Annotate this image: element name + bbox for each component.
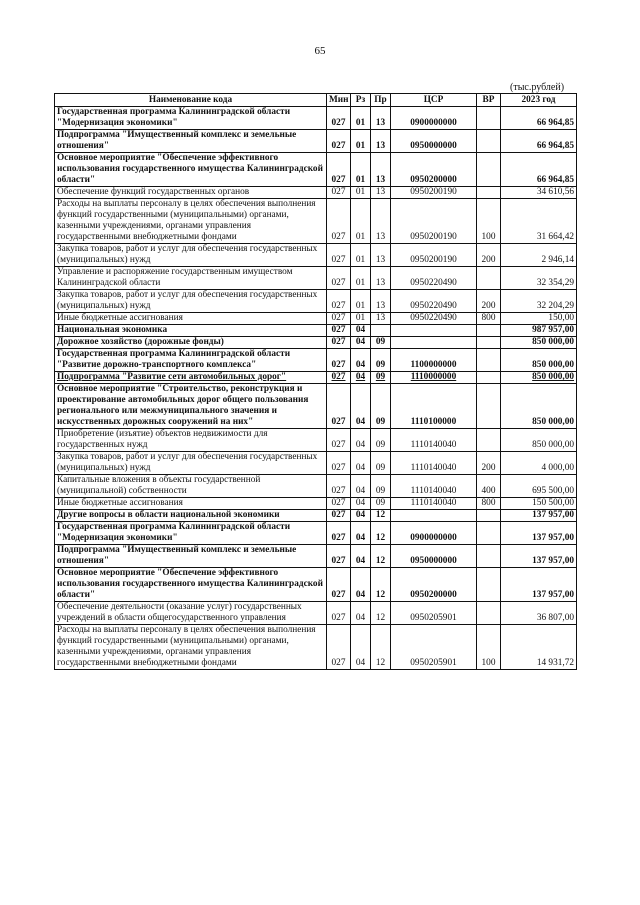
row-sum-cell: 987 957,00 (501, 325, 577, 337)
row-rz-cell: 01 (351, 290, 371, 313)
row-min-cell: 027 (327, 545, 351, 568)
row-sum-cell: 137 957,00 (501, 545, 577, 568)
row-rz-cell: 04 (351, 602, 371, 625)
row-vr-cell (477, 522, 501, 545)
row-sum-cell: 14 931,72 (501, 625, 577, 670)
row-rz-cell: 04 (351, 625, 371, 670)
row-name-cell: Управление и распоряжение государственным имуществом Калининградской области (55, 267, 327, 290)
row-sum-cell: 66 964,85 (501, 153, 577, 187)
row-min-cell: 027 (327, 498, 351, 510)
row-rz-cell: 04 (351, 475, 371, 498)
row-min-cell: 027 (327, 337, 351, 349)
row-name-cell: Государственная программа Калининградской области "Модернизация экономики" (55, 522, 327, 545)
row-rz-cell: 04 (351, 325, 371, 337)
row-sum-cell: 66 964,85 (501, 107, 577, 130)
table-row (55, 372, 577, 384)
row-csr-cell: 1110140040 (391, 498, 477, 510)
row-sum-cell: 850 000,00 (501, 349, 577, 372)
row-min-cell: 027 (327, 187, 351, 199)
table-row (55, 625, 577, 670)
row-min-cell: 027 (327, 267, 351, 290)
row-vr-cell (477, 568, 501, 602)
row-vr-cell: 100 (477, 625, 501, 670)
row-min-cell: 027 (327, 384, 351, 429)
row-vr-cell (477, 372, 501, 384)
table-row (55, 475, 577, 498)
row-csr-cell: 0950200190 (391, 244, 477, 267)
row-rz-cell: 01 (351, 199, 371, 244)
row-csr-cell (391, 325, 477, 337)
row-min-cell: 027 (327, 429, 351, 452)
row-csr-cell: 0900000000 (391, 107, 477, 130)
row-name-cell: Приобретение (изъятие) объектов недвижимости для государственных нужд (55, 429, 327, 452)
row-csr-cell: 0950000000 (391, 130, 477, 153)
row-csr-cell: 0950200190 (391, 187, 477, 199)
row-csr-cell: 0950205901 (391, 602, 477, 625)
row-vr-cell: 200 (477, 290, 501, 313)
row-name-cell: Расходы на выплаты персоналу в целях обеспечения выполнения функций государственными (муниципальными) органами, казенными учреждениями, органами управления государственными внебюджетными фондами (55, 625, 327, 670)
table-row (55, 130, 577, 153)
row-pr-cell: 12 (371, 510, 391, 522)
row-sum-cell: 66 964,85 (501, 130, 577, 153)
row-rz-cell: 01 (351, 244, 371, 267)
table-row (55, 568, 577, 602)
row-pr-cell: 13 (371, 187, 391, 199)
row-name-cell: Подпрограмма "Имущественный комплекс и земельные отношения" (55, 130, 327, 153)
units-label: (тыс.рублей) (510, 82, 565, 93)
row-min-cell: 027 (327, 153, 351, 187)
table-row (55, 153, 577, 187)
row-name-cell: Основное мероприятие "Строительство, реконструкция и проектирование автомобильных дорог общего пользования регионального или межмуниципального значения и искусственных дорожных сооружений на них" (55, 384, 327, 429)
row-min-cell: 027 (327, 107, 351, 130)
row-min-cell: 027 (327, 568, 351, 602)
row-name-cell: Капитальные вложения в объекты государственной (муниципальной) собственности (55, 475, 327, 498)
row-pr-cell: 13 (371, 199, 391, 244)
row-pr-cell: 12 (371, 602, 391, 625)
table-header-row (55, 94, 577, 107)
row-rz-cell: 04 (351, 498, 371, 510)
table-body (55, 107, 577, 670)
row-vr-cell (477, 325, 501, 337)
row-sum-cell: 850 000,00 (501, 372, 577, 384)
row-rz-cell: 04 (351, 452, 371, 475)
row-sum-cell: 32 204,29 (501, 290, 577, 313)
row-csr-cell: 0950205901 (391, 625, 477, 670)
row-vr-cell (477, 545, 501, 568)
row-sum-cell: 137 957,00 (501, 522, 577, 545)
row-vr-cell (477, 384, 501, 429)
row-name-cell: Расходы на выплаты персоналу в целях обеспечения выполнения функций государственными (муниципальными) органами, казенными учреждениями, органами управления государственными внебюджетными фондами (55, 199, 327, 244)
header-name: Наименование кода (55, 94, 327, 107)
row-vr-cell (477, 429, 501, 452)
header-sum: 2023 год (501, 94, 577, 107)
row-name-cell: Государственная программа Калининградской области "Модернизация экономики" (55, 107, 327, 130)
table-row (55, 244, 577, 267)
row-pr-cell: 09 (371, 349, 391, 372)
row-min-cell: 027 (327, 199, 351, 244)
row-min-cell: 027 (327, 313, 351, 325)
row-rz-cell: 01 (351, 130, 371, 153)
row-rz-cell: 04 (351, 372, 371, 384)
row-vr-cell (477, 337, 501, 349)
row-sum-cell: 850 000,00 (501, 429, 577, 452)
row-csr-cell: 0950220490 (391, 313, 477, 325)
row-pr-cell: 13 (371, 107, 391, 130)
row-vr-cell (477, 510, 501, 522)
row-sum-cell: 695 500,00 (501, 475, 577, 498)
row-name-cell: Иные бюджетные ассигнования (55, 498, 327, 510)
row-name-cell: Закупка товаров, работ и услуг для обеспечения государственных (муниципальных) нужд (55, 290, 327, 313)
row-min-cell: 027 (327, 602, 351, 625)
row-name-cell: Национальная экономика (55, 325, 327, 337)
row-csr-cell: 1110140040 (391, 452, 477, 475)
row-rz-cell: 04 (351, 568, 371, 602)
row-min-cell: 027 (327, 372, 351, 384)
table-row (55, 384, 577, 429)
row-pr-cell: 09 (371, 372, 391, 384)
row-csr-cell: 0950200000 (391, 153, 477, 187)
row-name-cell: Основное мероприятие "Обеспечение эффективного использования государственного имущества Калининградской области" (55, 153, 327, 187)
row-min-cell: 027 (327, 625, 351, 670)
row-rz-cell: 04 (351, 545, 371, 568)
row-pr-cell: 09 (371, 475, 391, 498)
table-row (55, 545, 577, 568)
row-sum-cell: 4 000,00 (501, 452, 577, 475)
row-sum-cell: 2 946,14 (501, 244, 577, 267)
row-name-cell: Обеспечение функций государственных органов (55, 187, 327, 199)
header-pr: Пр (371, 94, 391, 107)
row-sum-cell: 137 957,00 (501, 568, 577, 602)
row-sum-cell: 36 807,00 (501, 602, 577, 625)
header-vr: ВР (477, 94, 501, 107)
row-csr-cell: 1110000000 (391, 372, 477, 384)
row-rz-cell: 04 (351, 337, 371, 349)
row-csr-cell: 0900000000 (391, 522, 477, 545)
row-csr-cell (391, 337, 477, 349)
row-sum-cell: 34 610,56 (501, 187, 577, 199)
table-row (55, 187, 577, 199)
row-min-cell: 027 (327, 325, 351, 337)
row-pr-cell: 13 (371, 153, 391, 187)
row-min-cell: 027 (327, 475, 351, 498)
row-vr-cell: 800 (477, 313, 501, 325)
row-name-cell: Иные бюджетные ассигнования (55, 313, 327, 325)
row-name-cell: Закупка товаров, работ и услуг для обеспечения государственных (муниципальных) нужд (55, 244, 327, 267)
row-pr-cell: 13 (371, 130, 391, 153)
row-name-cell: Обеспечение деятельности (оказание услуг) государственных учреждений в области общегосударственного управления (55, 602, 327, 625)
table-row (55, 337, 577, 349)
row-csr-cell: 1100000000 (391, 349, 477, 372)
row-pr-cell (371, 325, 391, 337)
row-vr-cell: 200 (477, 244, 501, 267)
table-row (55, 522, 577, 545)
row-pr-cell: 13 (371, 290, 391, 313)
table-row (55, 325, 577, 337)
row-pr-cell: 12 (371, 568, 391, 602)
header-csr: ЦСР (391, 94, 477, 107)
row-vr-cell: 200 (477, 452, 501, 475)
row-sum-cell: 150 500,00 (501, 498, 577, 510)
row-name-cell: Закупка товаров, работ и услуг для обеспечения государственных (муниципальных) нужд (55, 452, 327, 475)
table-row (55, 498, 577, 510)
row-sum-cell: 850 000,00 (501, 384, 577, 429)
row-pr-cell: 12 (371, 625, 391, 670)
row-pr-cell: 12 (371, 545, 391, 568)
row-vr-cell: 100 (477, 199, 501, 244)
table-row (55, 349, 577, 372)
row-rz-cell: 04 (351, 510, 371, 522)
row-pr-cell: 13 (371, 313, 391, 325)
row-vr-cell (477, 153, 501, 187)
row-vr-cell (477, 187, 501, 199)
table-row (55, 199, 577, 244)
header-rz: Рз (351, 94, 371, 107)
row-csr-cell: 0950200000 (391, 568, 477, 602)
row-vr-cell (477, 107, 501, 130)
row-vr-cell: 800 (477, 498, 501, 510)
row-name-cell: Подпрограмма "Имущественный комплекс и земельные отношения" (55, 545, 327, 568)
row-vr-cell (477, 130, 501, 153)
row-min-cell: 027 (327, 452, 351, 475)
row-pr-cell: 09 (371, 452, 391, 475)
row-name-cell: Государственная программа Калининградской области "Развитие дорожно-транспортного комплекса" (55, 349, 327, 372)
row-rz-cell: 01 (351, 187, 371, 199)
table-row (55, 313, 577, 325)
row-pr-cell: 13 (371, 267, 391, 290)
table-row (55, 510, 577, 522)
table-row (55, 267, 577, 290)
header-min: Мин (327, 94, 351, 107)
row-csr-cell: 1110140040 (391, 475, 477, 498)
row-sum-cell: 150,00 (501, 313, 577, 325)
row-min-cell: 027 (327, 349, 351, 372)
table-row (55, 452, 577, 475)
row-rz-cell: 01 (351, 153, 371, 187)
row-rz-cell: 01 (351, 267, 371, 290)
row-csr-cell: 0950000000 (391, 545, 477, 568)
budget-table (54, 93, 577, 670)
row-rz-cell: 04 (351, 384, 371, 429)
row-csr-cell: 0950220490 (391, 290, 477, 313)
row-csr-cell (391, 510, 477, 522)
row-pr-cell: 13 (371, 244, 391, 267)
page-number: 65 (314, 45, 326, 57)
row-name-cell: Основное мероприятие "Обеспечение эффективного использования государственного имущества Калининградской области" (55, 568, 327, 602)
row-pr-cell: 09 (371, 498, 391, 510)
table-row (55, 107, 577, 130)
row-vr-cell (477, 349, 501, 372)
row-rz-cell: 04 (351, 522, 371, 545)
row-vr-cell (477, 602, 501, 625)
row-min-cell: 027 (327, 522, 351, 545)
row-name-cell: Другие вопросы в области национальной экономики (55, 510, 327, 522)
row-rz-cell: 01 (351, 313, 371, 325)
row-vr-cell: 400 (477, 475, 501, 498)
table-row (55, 602, 577, 625)
row-rz-cell: 04 (351, 429, 371, 452)
row-min-cell: 027 (327, 130, 351, 153)
row-sum-cell: 32 354,29 (501, 267, 577, 290)
row-min-cell: 027 (327, 244, 351, 267)
row-sum-cell: 850 000,00 (501, 337, 577, 349)
row-rz-cell: 04 (351, 349, 371, 372)
table-row (55, 290, 577, 313)
row-pr-cell: 09 (371, 429, 391, 452)
row-name-cell: Дорожное хозяйство (дорожные фонды) (55, 337, 327, 349)
row-pr-cell: 09 (371, 384, 391, 429)
row-pr-cell: 12 (371, 522, 391, 545)
row-min-cell: 027 (327, 510, 351, 522)
row-sum-cell: 31 664,42 (501, 199, 577, 244)
table-row (55, 429, 577, 452)
row-csr-cell: 0950200190 (391, 199, 477, 244)
row-csr-cell: 1110140040 (391, 429, 477, 452)
row-sum-cell: 137 957,00 (501, 510, 577, 522)
row-name-cell: Подпрограмма "Развитие сети автомобильных дорог" (55, 372, 327, 384)
row-csr-cell: 1110100000 (391, 384, 477, 429)
row-vr-cell (477, 267, 501, 290)
row-pr-cell: 09 (371, 337, 391, 349)
row-min-cell: 027 (327, 290, 351, 313)
row-csr-cell: 0950220490 (391, 267, 477, 290)
row-rz-cell: 01 (351, 107, 371, 130)
